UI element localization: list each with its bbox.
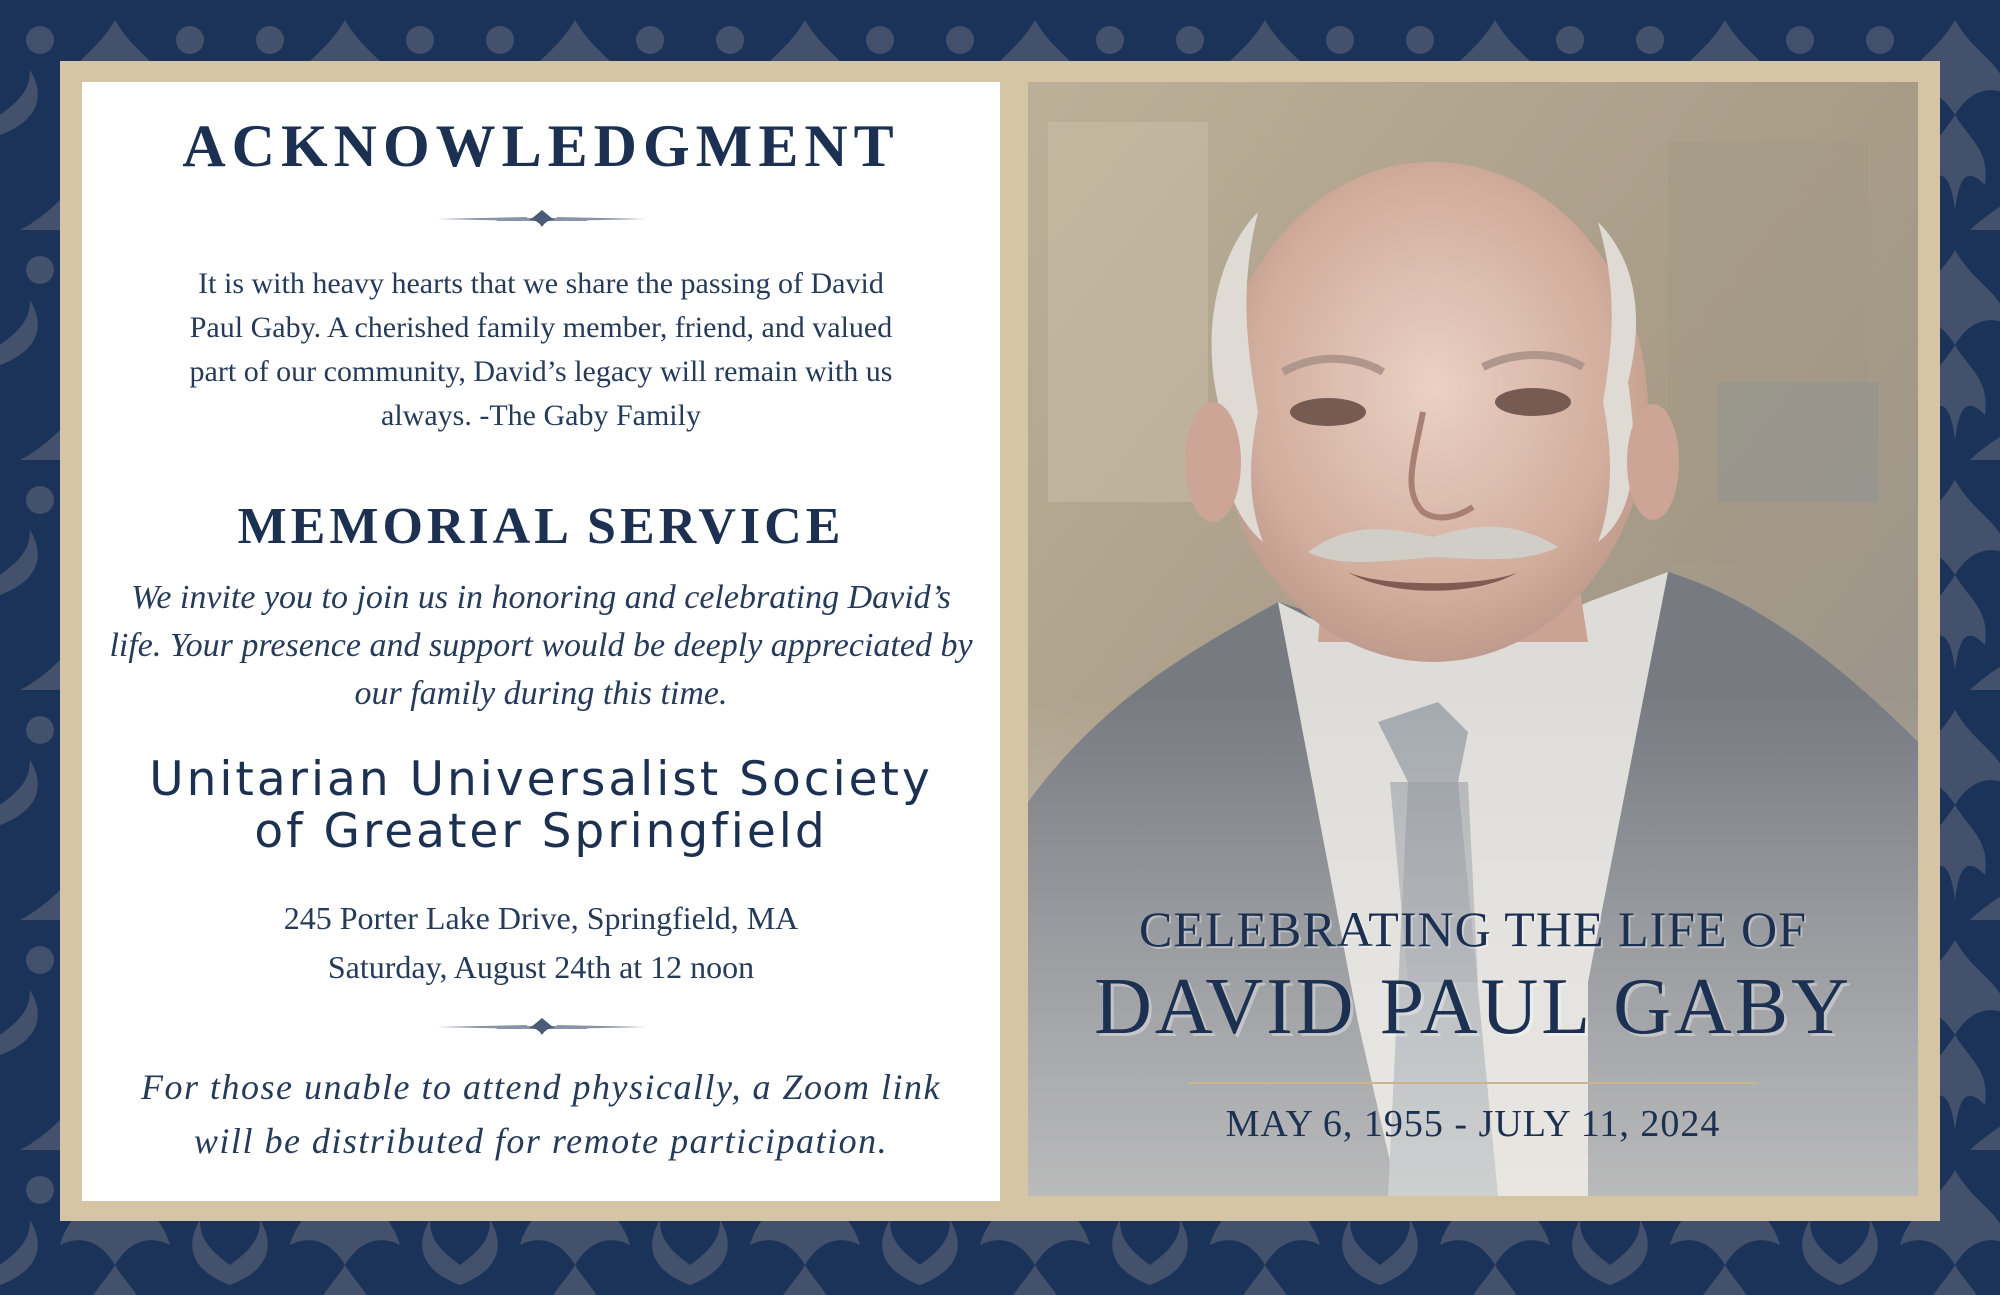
- celebrating-caption: CELEBRATING THE LIFE OF: [1139, 901, 1807, 957]
- venue-address: 245 Porter Lake Drive, Springfield, MA: [283, 900, 799, 936]
- caption-divider: [1188, 1082, 1758, 1084]
- life-dates: MAY 6, 1955 - JULY 11, 2024: [1225, 1103, 1721, 1145]
- fleur-divider-icon: [437, 208, 647, 230]
- venue-name-line1: Unitarian Universalist Society: [149, 752, 933, 807]
- acknowledgment-text: It is with heavy hearts that we share the passing of David Paul Gaby. A cherished family member, friend, and valued part of our community, David’s legacy will remain with us always. -The Gaby Family: [189, 267, 893, 432]
- memorial-invitation-text: We invite you to join us in honoring and celebrating David’s life. Your presence and support would be deeply appreciated by our family during this time.: [109, 579, 973, 712]
- venue-name: [82, 754, 1000, 858]
- announcement-panel: [82, 82, 1000, 1201]
- service-details: [182, 894, 900, 992]
- fleur-divider-icon: [437, 1016, 647, 1038]
- venue-name-line2: of Greater Springfield: [254, 804, 828, 859]
- acknowledgment-title: ACKNOWLEDGMENT: [182, 113, 900, 179]
- service-date-time: Saturday, August 24th at 12 noon: [327, 949, 755, 985]
- portrait-photo: [1028, 82, 1918, 1196]
- zoom-note: For those unable to attend physically, a Zoom link will be distributed for remote participation.: [141, 1067, 941, 1161]
- honoree-name: DAVID PAUL GABY: [1094, 963, 1852, 1051]
- memorial-service-title: MEMORIAL SERVICE: [237, 498, 845, 555]
